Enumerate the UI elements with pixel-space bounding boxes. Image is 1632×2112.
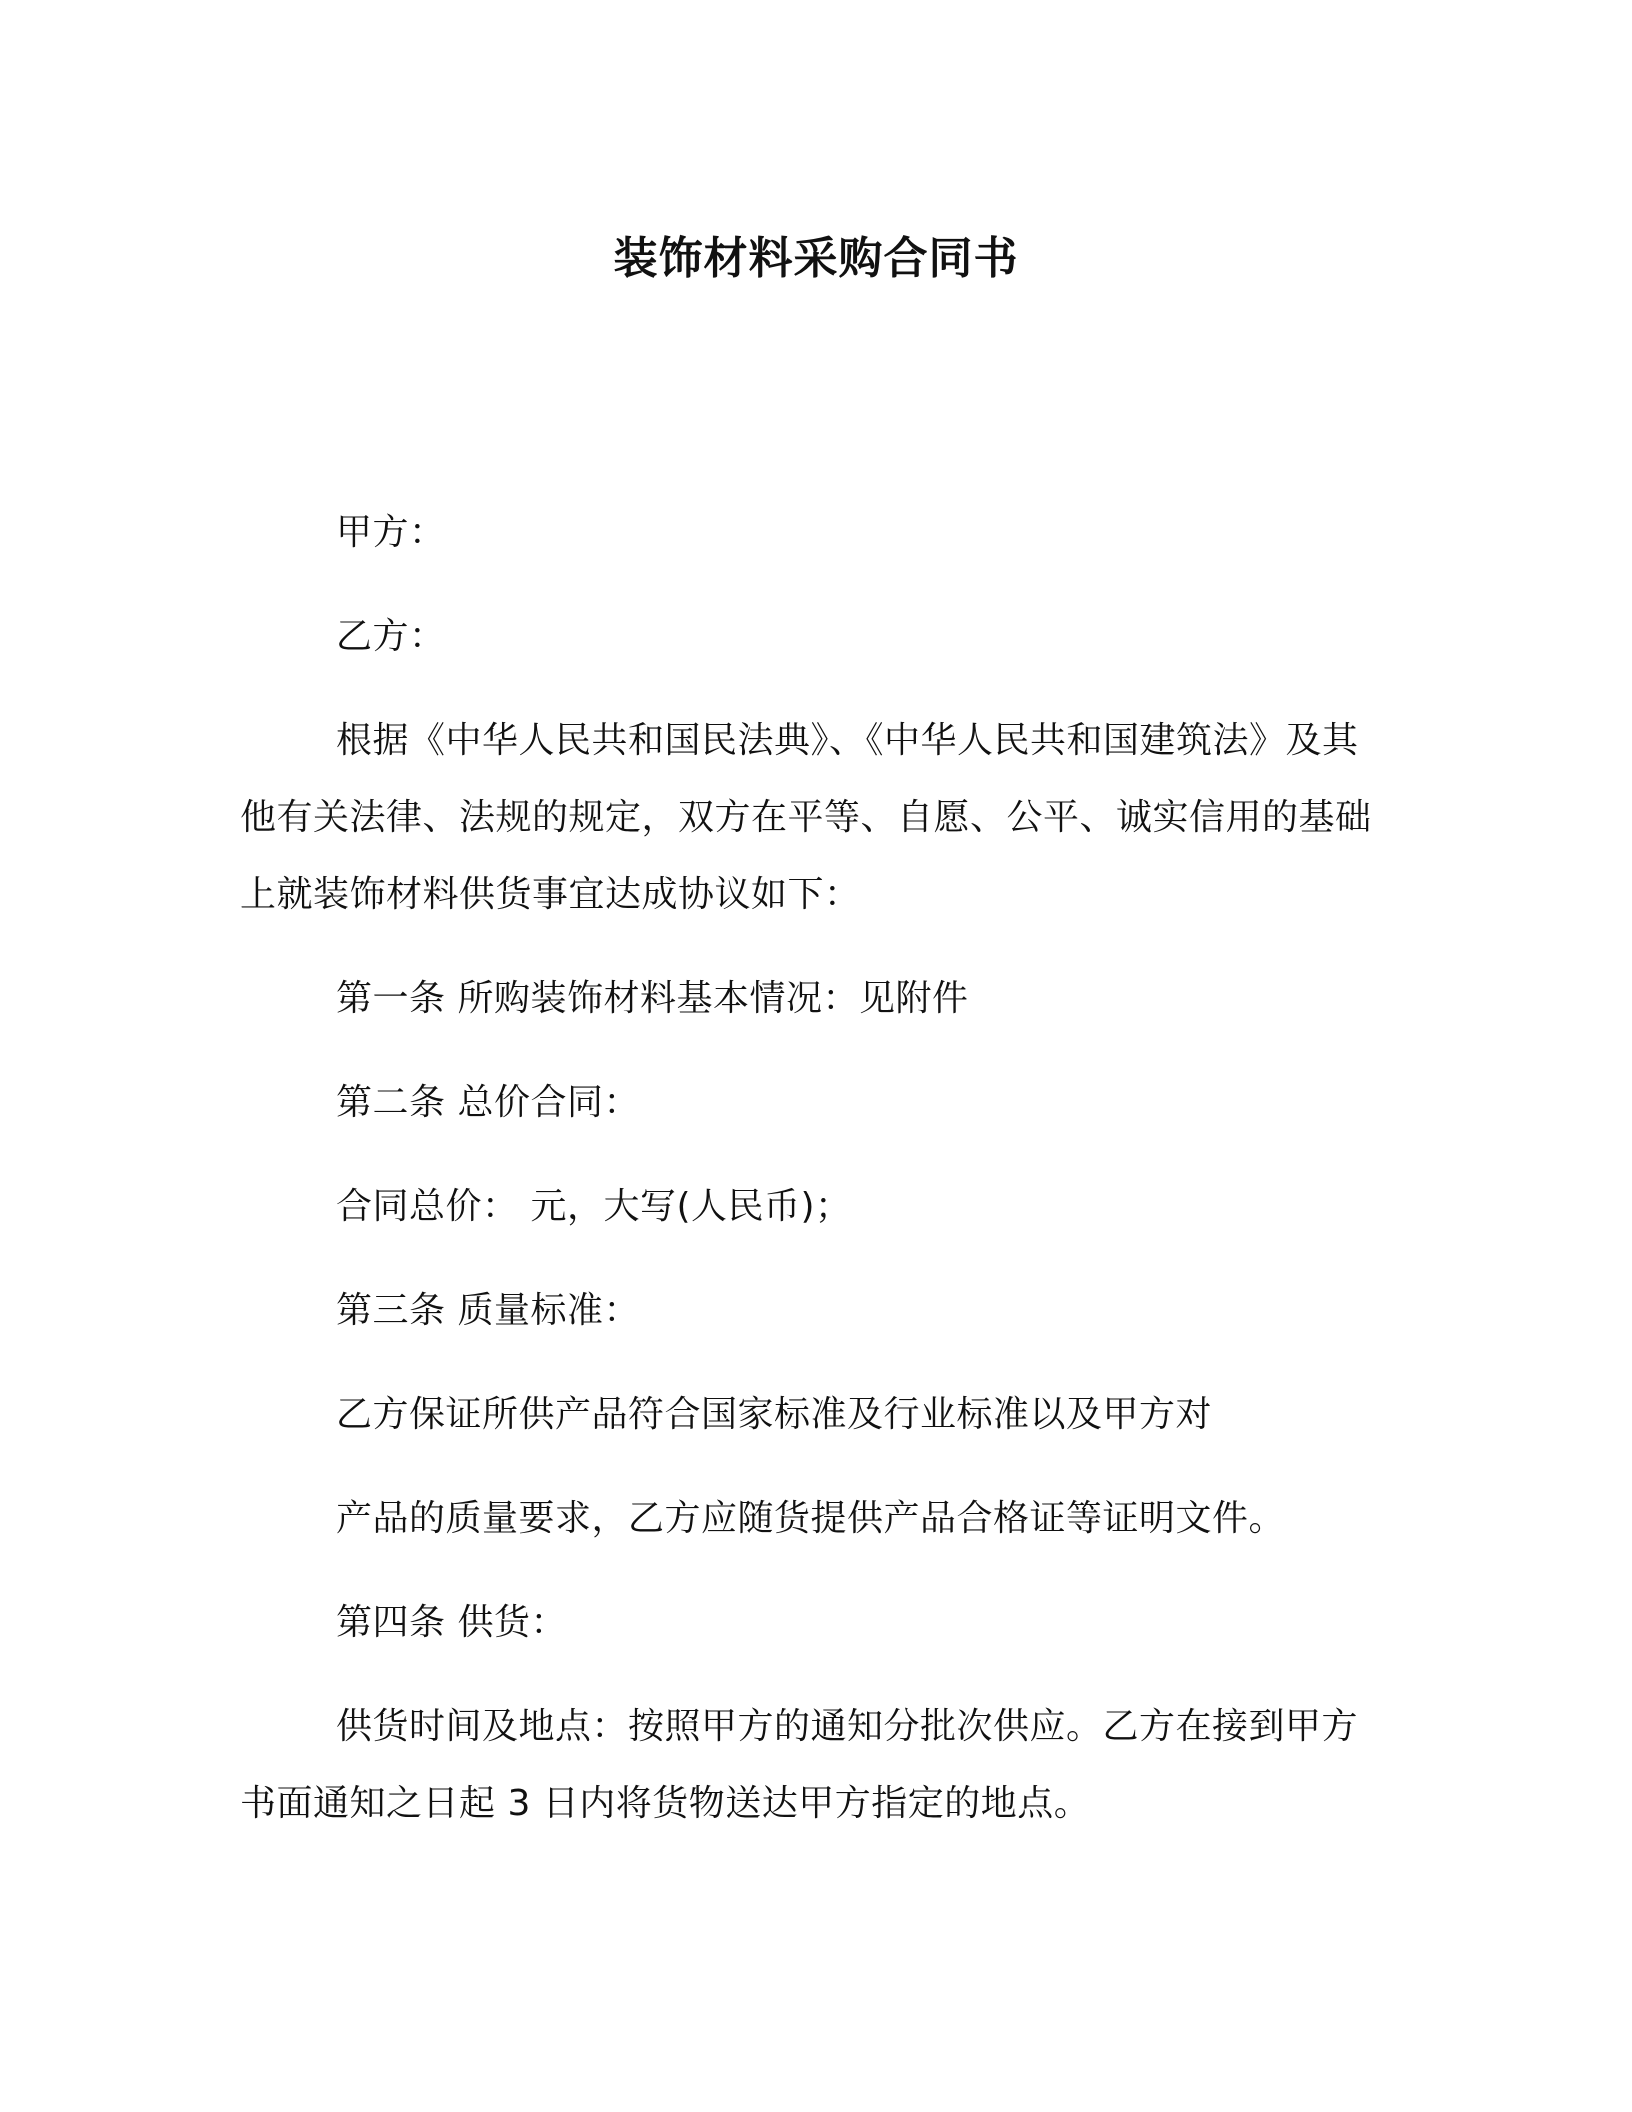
preamble-paragraph: 根据《中华人民共和国民法典》、《中华人民共和国建筑法》及其他有关法律、法规的规定，双方在平等、自愿、公平、诚实信用的基础上就装饰材料供货事宜达成协议如下： xyxy=(240,720,1372,915)
document-body xyxy=(240,494,1390,1869)
supply-time-location-paragraph: 供货时间及地点：按照甲方的通知分批次供应。乙方在接到甲方书面通知之日起 3 日内将货物送达甲方指定的地点。 xyxy=(240,1706,1359,1824)
contract-total-price-line: 合同总价： 元，大写(人民币)； xyxy=(336,1186,852,1227)
document-title: 装饰材料采购合同书 xyxy=(613,233,1019,284)
quality-standard-line-2: 产品的质量要求，乙方应随货提供产品合格证等证明文件。 xyxy=(336,1498,1286,1539)
article-2-heading: 第二条 总价合同： xyxy=(336,1082,640,1123)
article-1-heading: 第一条 所购装饰材料基本情况：见附件 xyxy=(336,978,969,1019)
quality-standard-line-1: 乙方保证所供产品符合国家标准及行业标准以及甲方对 xyxy=(336,1394,1213,1435)
party-a-line: 甲方： xyxy=(336,512,446,553)
party-b-line: 乙方： xyxy=(336,616,446,657)
article-4-heading: 第四条 供货： xyxy=(336,1602,567,1643)
article-3-heading: 第三条 质量标准： xyxy=(336,1290,640,1331)
